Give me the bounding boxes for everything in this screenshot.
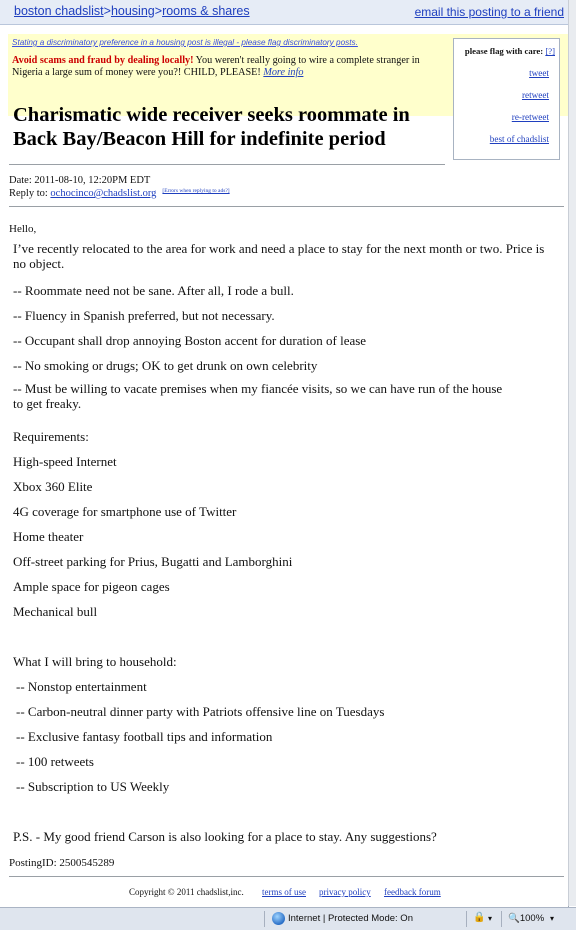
flag-best-of-link[interactable]: best of chadslist bbox=[489, 134, 549, 144]
protected-mode-lock-icon[interactable]: 🔒 bbox=[473, 912, 486, 923]
security-zone-text: Internet | Protected Mode: On bbox=[288, 913, 413, 924]
breadcrumb-separator: > bbox=[103, 4, 111, 18]
breadcrumb-separator: > bbox=[154, 4, 163, 18]
status-divider bbox=[501, 911, 502, 927]
condition-item: -- Roommate need not be sane. After all, I rode a bull. bbox=[13, 283, 294, 298]
copyright: Copyright © 2011 chadslist,inc. bbox=[129, 887, 244, 897]
breadcrumb-rooms-shares[interactable]: rooms & shares bbox=[162, 4, 250, 18]
scam-warning-text: You weren't really going to wire a complete stranger in Nigeria a large sum of money were you?! CHILD, PLEASE! bbox=[12, 55, 420, 78]
zoom-value: 100% bbox=[519, 913, 545, 924]
scam-warning-heading: Avoid scams and fraud by dealing locally! bbox=[12, 55, 194, 66]
email-posting-link[interactable]: email this posting to a friend bbox=[414, 5, 564, 19]
more-info-link[interactable]: More info bbox=[263, 67, 304, 78]
vertical-scrollbar[interactable] bbox=[568, 0, 576, 906]
condition-item: -- Must be willing to vacate premises when my fiancée visits, so we can have run of the house to get freaky. bbox=[13, 381, 503, 411]
breadcrumb-site[interactable]: boston chadslist bbox=[14, 4, 104, 18]
bring-item: -- Subscription to US Weekly bbox=[16, 779, 170, 794]
flag-title-label: please flag with care: bbox=[464, 46, 546, 56]
greeting: Hello, bbox=[9, 223, 37, 235]
requirement-item: Mechanical bull bbox=[13, 604, 98, 619]
breadcrumb bbox=[14, 4, 250, 18]
footer-divider bbox=[9, 876, 564, 877]
reply-to bbox=[9, 188, 230, 199]
flag-help-link[interactable]: [?] bbox=[545, 46, 555, 56]
flag-tweet-link[interactable]: tweet bbox=[529, 68, 549, 78]
privacy-policy-link[interactable]: privacy policy bbox=[319, 887, 371, 897]
errors-link[interactable]: [Errors when replying to ads?] bbox=[162, 188, 230, 194]
protected-mode-dropdown-icon[interactable]: ▾ bbox=[488, 914, 493, 923]
header-divider bbox=[9, 206, 564, 207]
zoom-magnifier-icon: 🔍 bbox=[508, 913, 520, 924]
breadcrumb-bar bbox=[0, 0, 568, 25]
status-divider bbox=[466, 911, 467, 927]
condition-item: -- Fluency in Spanish preferred, but not necessary. bbox=[13, 308, 275, 323]
flag-box bbox=[453, 38, 560, 160]
requirements-heading: Requirements: bbox=[13, 429, 89, 444]
title-divider bbox=[9, 164, 445, 165]
status-bar bbox=[0, 907, 576, 930]
discrimination-warning-link[interactable]: Stating a discriminatory preference in a housing post is illegal - please flag discriminatory posts. bbox=[12, 38, 358, 47]
ps-note: P.S. - My good friend Carson is also looking for a place to stay. Any suggestions? bbox=[13, 829, 437, 844]
requirement-item: 4G coverage for smartphone use of Twitter bbox=[13, 504, 237, 519]
requirement-item: Off-street parking for Prius, Bugatti and Lamborghini bbox=[13, 554, 293, 569]
requirement-item: Home theater bbox=[13, 529, 84, 544]
scam-warning bbox=[12, 55, 452, 79]
requirement-item: High-speed Internet bbox=[13, 454, 117, 469]
intro-paragraph: I’ve recently relocated to the area for work and need a place to stay for the next month or two. Price is no object. bbox=[13, 241, 545, 271]
condition-item: -- No smoking or drugs; OK to get drunk on own celebrity bbox=[13, 358, 318, 373]
reply-to-label: Reply to: bbox=[9, 188, 51, 199]
requirement-item: Xbox 360 Elite bbox=[13, 479, 93, 494]
status-divider bbox=[264, 911, 265, 927]
posting-id: PostingID: 2500545289 bbox=[9, 857, 115, 869]
reply-email-link[interactable]: ochocinco@chadslist.org bbox=[50, 188, 157, 199]
flag-re-retweet-link[interactable]: re-retweet bbox=[511, 112, 549, 122]
requirement-item: Ample space for pigeon cages bbox=[13, 579, 170, 594]
flag-retweet-link[interactable]: retweet bbox=[521, 90, 549, 100]
zoom-dropdown-icon[interactable]: ▾ bbox=[550, 914, 555, 923]
bring-heading: What I will bring to household: bbox=[13, 654, 177, 669]
bring-item: -- Exclusive fantasy football tips and information bbox=[16, 729, 273, 744]
feedback-forum-link[interactable]: feedback forum bbox=[384, 887, 441, 897]
flag-title bbox=[465, 46, 555, 56]
page-title: Charismatic wide receiver seeks roommate in Back Bay/Beacon Hill for indefinite period bbox=[13, 104, 410, 150]
internet-zone-globe-icon bbox=[272, 912, 285, 925]
zoom-level[interactable] bbox=[508, 913, 544, 924]
bring-item: -- Carbon-neutral dinner party with Patriots offensive line on Tuesdays bbox=[16, 704, 385, 719]
condition-item: -- Occupant shall drop annoying Boston accent for duration of lease bbox=[13, 333, 367, 348]
bring-item: -- Nonstop entertainment bbox=[16, 679, 147, 694]
post-date: Date: 2011-08-10, 12:20PM EDT bbox=[9, 175, 151, 186]
terms-of-use-link[interactable]: terms of use bbox=[262, 887, 306, 897]
breadcrumb-housing[interactable]: housing bbox=[110, 4, 155, 18]
bring-item: -- 100 retweets bbox=[16, 754, 94, 769]
